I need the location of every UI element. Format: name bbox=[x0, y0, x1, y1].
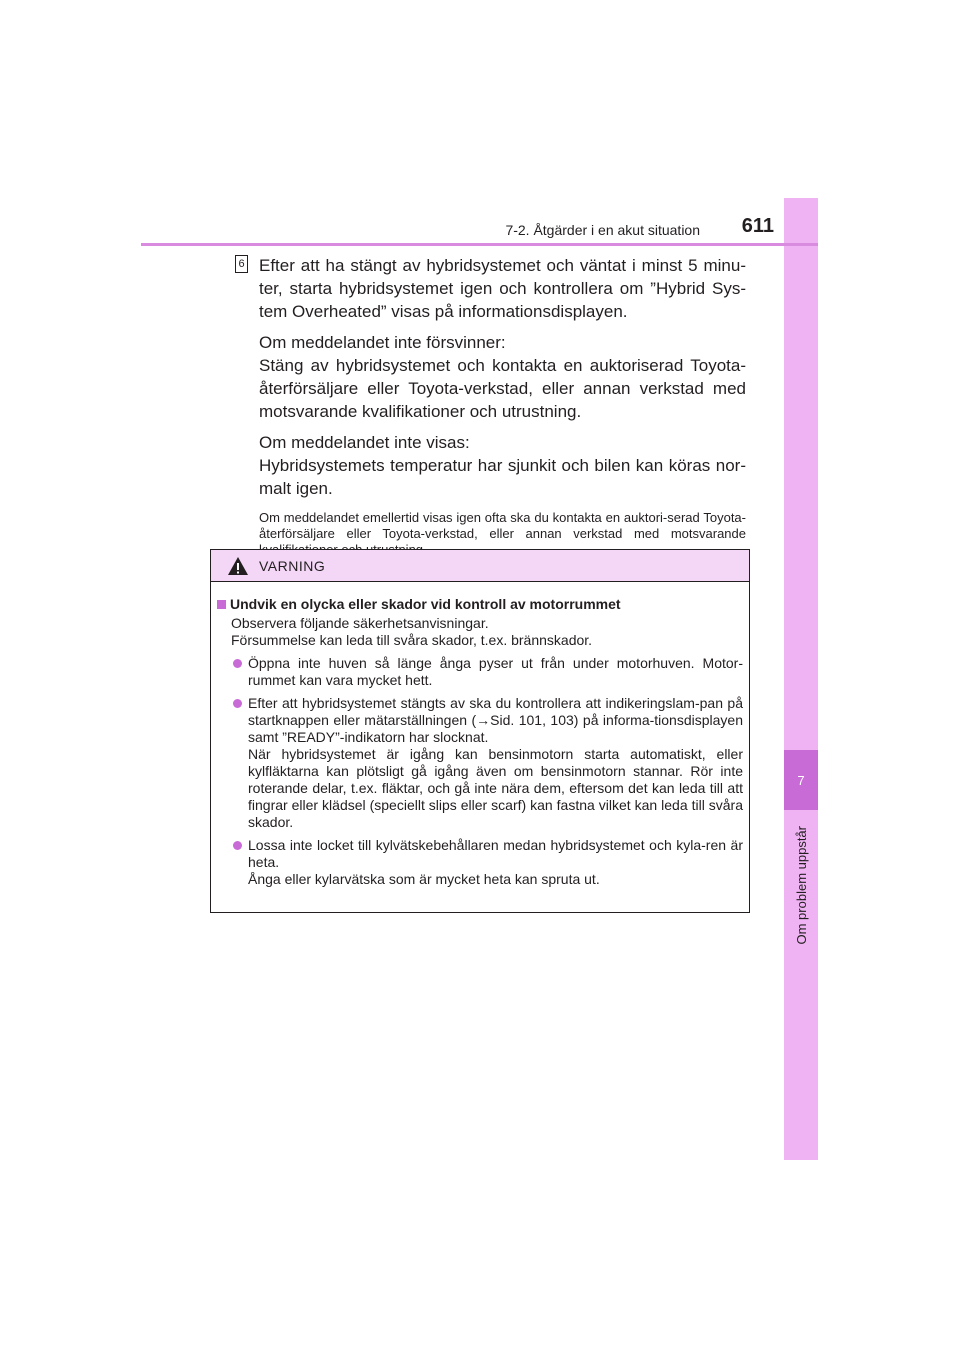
chapter-title: Om problem uppstår bbox=[793, 825, 809, 945]
chapter-number: 7 bbox=[784, 750, 818, 810]
if-not-disappear-heading: Om meddelandet inte försvinner: bbox=[259, 333, 506, 352]
chapter-title-container bbox=[784, 815, 818, 955]
warning-heading bbox=[217, 596, 743, 613]
header-divider bbox=[141, 243, 818, 246]
square-bullet-icon bbox=[217, 600, 226, 609]
warning-bullet-text: Efter att hybridsystemet stängts av ska du kontrollera att indikeringslam-pan på startknappen eller mätarställningen (→Sid. 101, 103) på informa-tionsdisplayen samt ”READY”-indikatorn har slocknat. När hybridsystemet är igång kan bensinmotorn starta automatiskt, eller kylfläktarna kan plötsligt gå igång även om bensinmotorn stannar. Rör inte roterande delar, t.ex. fläktar, och gå inte nära dem, eftersom det kan leda till att fingrar eller klädsel (speciellt slips eller scarf) kan fastna vilket kan leda till svåra skador. bbox=[248, 695, 743, 830]
warning-bullet bbox=[217, 837, 743, 888]
round-bullet-icon bbox=[233, 841, 242, 850]
warning-header bbox=[211, 550, 749, 582]
section-title: 7-2. Åtgärder i en akut situation bbox=[505, 222, 700, 238]
warning-triangle-icon bbox=[227, 556, 249, 576]
step-number: 6 bbox=[235, 255, 248, 273]
warning-bullet bbox=[217, 655, 743, 689]
warning-intro-line-2: Försummelse kan leda till svåra skador, t.ex. brännskador. bbox=[231, 632, 593, 648]
side-tab bbox=[784, 198, 818, 1160]
warning-box bbox=[210, 549, 750, 913]
warning-heading-text: Undvik en olycka eller skador vid kontroll av motorrummet bbox=[230, 596, 621, 612]
warning-intro bbox=[217, 615, 743, 649]
step-content bbox=[259, 254, 746, 566]
warning-bullet-text: Lossa inte locket till kylvätskebehållaren medan hybridsystemet och kyla-ren är heta. Ånga eller kylarvätska som är mycket heta kan spruta ut. bbox=[248, 837, 743, 887]
warning-bullet-text: Öppna inte huven så länge ånga pyser ut från under motorhuven. Motor-rummet kan vara mycket hett. bbox=[248, 655, 743, 688]
if-not-shown-text: Hybridsystemets temperatur har sjunkit och bilen kan köras nor-malt igen. bbox=[259, 456, 746, 498]
round-bullet-icon bbox=[233, 699, 242, 708]
warning-title: VARNING bbox=[259, 557, 326, 574]
warning-body bbox=[211, 582, 749, 888]
round-bullet-icon bbox=[233, 659, 242, 668]
warning-bullet bbox=[217, 695, 743, 831]
warning-intro-line-1: Observera följande säkerhetsanvisningar. bbox=[231, 615, 489, 631]
if-not-disappear-text: Stäng av hybridsystemet och kontakta en auktoriserad Toyota-återförsäljare eller Toyota-verkstad, eller annan verkstad med motsvarande kvalifikationer och utrustning. bbox=[259, 356, 746, 421]
page-number: 611 bbox=[741, 215, 774, 237]
step-note: Om meddelandet emellertid visas igen ofta ska du kontakta en auktori-serad Toyota-återförsäljare eller Toyota-verkstad, eller annan verkstad med motsvarande bbox=[259, 510, 746, 541]
if-not-shown-heading: Om meddelandet inte visas: bbox=[259, 433, 470, 452]
step-text: Efter att ha stängt av hybridsystemet och väntat i minst 5 minu-ter, starta hybridsystemet igen och kontrollera om ”Hybrid Sys-tem Overheated” visas på informationsdisplayen. bbox=[259, 256, 746, 321]
